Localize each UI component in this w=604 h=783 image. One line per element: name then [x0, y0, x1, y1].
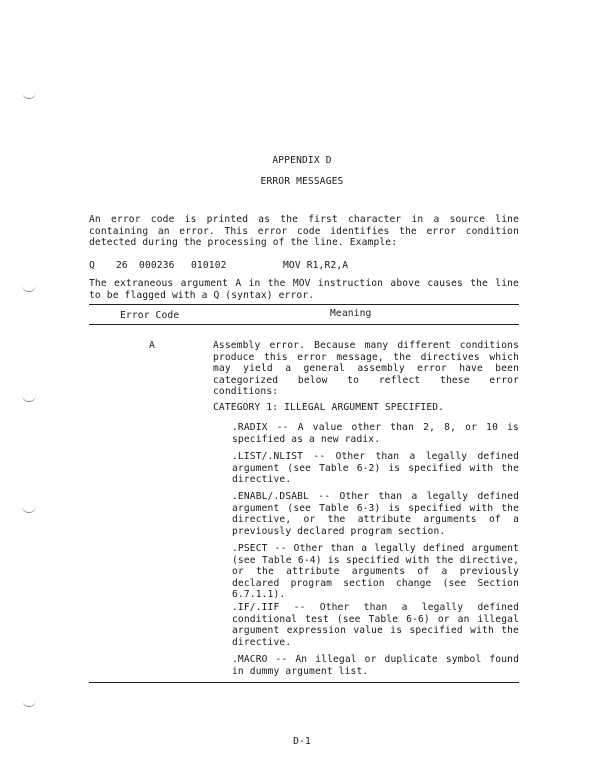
directive-item-enabl: .ENABL/.DSABL -- Other than a legally defined argument (see Table 6-3) is specified with the directive, or the attribute arguments of a previously declared program section. — [232, 491, 519, 537]
category-heading: CATEGORY 1: ILLEGAL ARGUMENT SPECIFIED. — [213, 402, 445, 413]
directive-item-list: .LIST/.NLIST -- Other than a legally defined argument (see Table 6-2) is specified with the directive. — [232, 451, 519, 486]
column-header-error-code: Error Code — [120, 310, 180, 321]
explanation-paragraph: The extraneous argument A in the MOV instruction above causes the line to be flagged with a Q (syntax) error. — [89, 278, 519, 301]
page-title: ERROR MESSAGES — [260, 176, 344, 187]
example-instruction: MOV R1,R2,A — [283, 260, 349, 271]
appendix-heading: APPENDIX D — [272, 155, 332, 166]
table-top-rule — [89, 304, 519, 305]
example-flag: Q — [89, 260, 95, 271]
example-code: 010102 — [191, 260, 227, 271]
page-number: D-1 — [293, 736, 311, 747]
margin-mark — [22, 92, 36, 99]
column-header-meaning: Meaning — [330, 308, 372, 319]
example-line-number: 26 — [116, 260, 128, 271]
intro-paragraph: An error code is printed as the first character in a source line containing an error. This error code identifies the error condition detected during the processing of the line. Example: — [89, 214, 519, 249]
margin-mark — [22, 700, 36, 707]
example-address: 000236 — [139, 260, 175, 271]
error-meaning-cell: Assembly error. Because many different conditions produce this error message, the directives which may yield a general assembly error have been categorized below to reflect these error conditions: — [213, 340, 519, 398]
error-code-cell: A — [149, 340, 155, 351]
directive-item-radix: .RADIX -- A value other than 2, 8, or 10 is specified as a new radix. — [232, 422, 519, 445]
directive-item-psect: .PSECT -- Other than a legally defined argument (see Table 6-4) is specified with the directive, or the attribute arguments of a previously declared program section change (see Section 6.7.1.1). — [232, 543, 519, 601]
example-line — [89, 260, 519, 272]
table-bottom-rule — [89, 682, 519, 683]
margin-mark — [22, 506, 36, 513]
table-header-rule — [89, 324, 519, 325]
margin-mark — [22, 285, 36, 292]
margin-mark — [22, 395, 36, 402]
directive-item-if: .IF/.IIF -- Other than a legally defined conditional test (see Table 6-6) or an illegal argument expression value is specified with the directive. — [232, 602, 519, 648]
directive-item-macro: .MACRO -- An illegal or duplicate symbol found in dummy argument list. — [232, 654, 519, 677]
